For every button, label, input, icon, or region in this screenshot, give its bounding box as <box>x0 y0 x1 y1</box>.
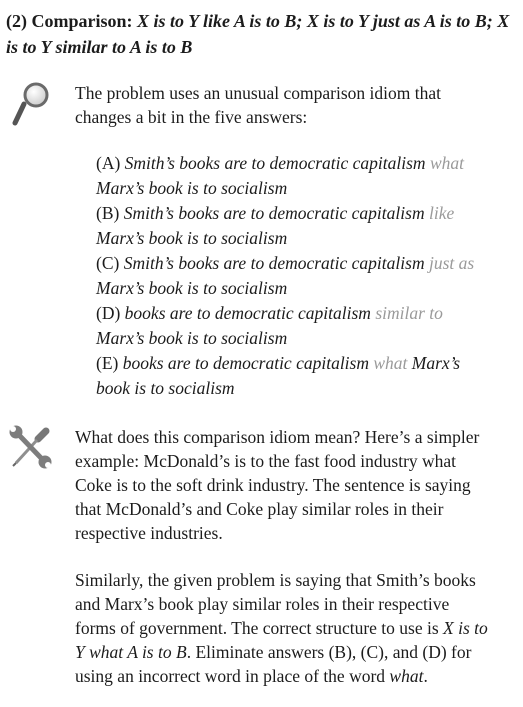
conclusion-paragraph <box>75 568 493 688</box>
choice-text: books are to democratic capitalism <box>122 353 374 373</box>
choice-c <box>96 251 494 301</box>
choice-text: Marx’s book is to socialism <box>96 278 288 298</box>
explanation-paragraph: What does this comparison idiom mean? Here’s a simpler example: McDonald’s is to the fast food industry what Coke is to the soft drink industry. The sentence is saying that McDonald’s and Coke play similar roles in their respective industries. <box>75 427 480 543</box>
choice-a <box>96 151 494 201</box>
choice-label: (B) <box>96 203 124 223</box>
choice-idiom: similar to <box>375 303 443 323</box>
choice-idiom: just as <box>428 253 475 273</box>
heading-idioms: X is to Y like A is to B; X is to Y just as A is to B; X is to Y similar to A is to B <box>6 11 510 57</box>
choice-idiom: like <box>428 203 455 223</box>
choice-d <box>96 301 494 351</box>
choice-label: (C) <box>96 253 124 273</box>
choice-label: (E) <box>96 353 123 373</box>
key-word: what <box>389 666 424 686</box>
choice-e <box>96 351 494 401</box>
choice-text: Marx’s book is to socialism <box>96 353 461 398</box>
heading-prefix: (2) Comparison: <box>6 11 137 31</box>
conclusion-text: . Eliminate answers (B), (C), and (D) for using an incorrect word in place of the word <box>75 642 472 686</box>
conclusion-text: . <box>423 666 428 686</box>
choice-idiom: what <box>373 353 408 373</box>
choice-label: (A) <box>96 153 125 173</box>
choice-text: Marx’s book is to socialism <box>96 228 288 248</box>
correct-structure: X is to Y what A is to B <box>75 618 488 662</box>
intro-paragraph: The problem uses an unusual comparison idiom that changes a bit in the five answers: <box>75 83 441 127</box>
wrench-screwdriver-icon <box>8 425 54 469</box>
section-heading <box>6 8 511 60</box>
choice-text: Smith’s books are to democratic capitalism <box>123 203 429 223</box>
conclusion-text: Similarly, the given problem is saying that Smith’s books and Marx’s book play similar roles in their respective forms of government. The correct structure to use is <box>75 570 476 638</box>
choice-label: (D) <box>96 303 125 323</box>
choice-idiom: what <box>429 153 464 173</box>
answer-choices <box>96 151 494 401</box>
choice-text: Smith’s books are to democratic capitalism <box>123 253 429 273</box>
choice-b <box>96 201 494 251</box>
choice-text: Marx’s book is to socialism <box>96 178 288 198</box>
magnifying-glass-icon <box>12 82 52 126</box>
choice-text: books are to democratic capitalism <box>124 303 376 323</box>
choice-text: Marx’s book is to socialism <box>96 328 288 348</box>
choice-text: Smith’s books are to democratic capitalism <box>124 153 430 173</box>
